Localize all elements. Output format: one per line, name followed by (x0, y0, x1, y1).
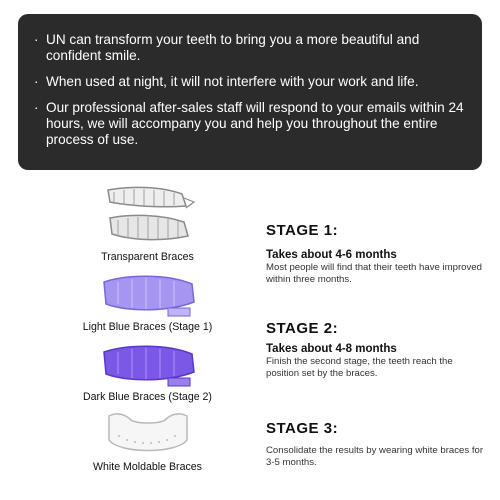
stage-title: STAGE 1: (266, 222, 339, 239)
product-dark-blue-braces (55, 342, 240, 403)
white-moldable-braces-icon (105, 410, 191, 458)
info-bullet (34, 32, 468, 64)
stage-3 (266, 420, 488, 469)
product-light-blue-braces (55, 272, 240, 333)
stage-description: Most people will find that their teeth have improved within three months. (266, 262, 482, 285)
product-label: Transparent Braces (101, 251, 194, 263)
info-bullet (34, 74, 468, 90)
stage-description: Consolidate the results by wearing white braces for 3-5 months. (266, 445, 484, 468)
stage-duration: Takes about 4-6 months (266, 249, 397, 261)
bullet-text: UN can transform your teeth to bring you a more beautiful and confident smile. (46, 32, 420, 63)
stage-1 (266, 222, 488, 286)
stage-title: STAGE 3: (266, 420, 339, 437)
transparent-braces-icon (100, 184, 196, 248)
product-white-moldable-braces (55, 410, 240, 473)
bullet-marker: · (34, 32, 39, 47)
bullet-marker: · (34, 74, 39, 89)
stage-title: STAGE 2: (266, 320, 339, 337)
product-label: White Moldable Braces (93, 461, 202, 473)
product-label: Dark Blue Braces (Stage 2) (83, 391, 212, 403)
stage-description: Finish the second stage, the teeth reach the position set by the braces. (266, 356, 453, 379)
stage-duration: Takes about 4-8 months (266, 343, 397, 355)
bullet-text: Our professional after-sales staff will respond to your emails within 24 hours, we will accompany you and help you throughout the entire process of use. (46, 100, 464, 147)
bullet-marker: · (34, 100, 39, 115)
stage-2 (266, 320, 488, 380)
info-bullet (34, 100, 468, 148)
bullet-text: When used at night, it will not interfere with your work and life. (46, 74, 419, 89)
product-label: Light Blue Braces (Stage 1) (82, 321, 213, 333)
dark-blue-braces-icon (98, 342, 198, 388)
light-blue-braces-icon (98, 272, 198, 318)
info-box (18, 14, 482, 170)
product-transparent-braces (55, 184, 240, 263)
